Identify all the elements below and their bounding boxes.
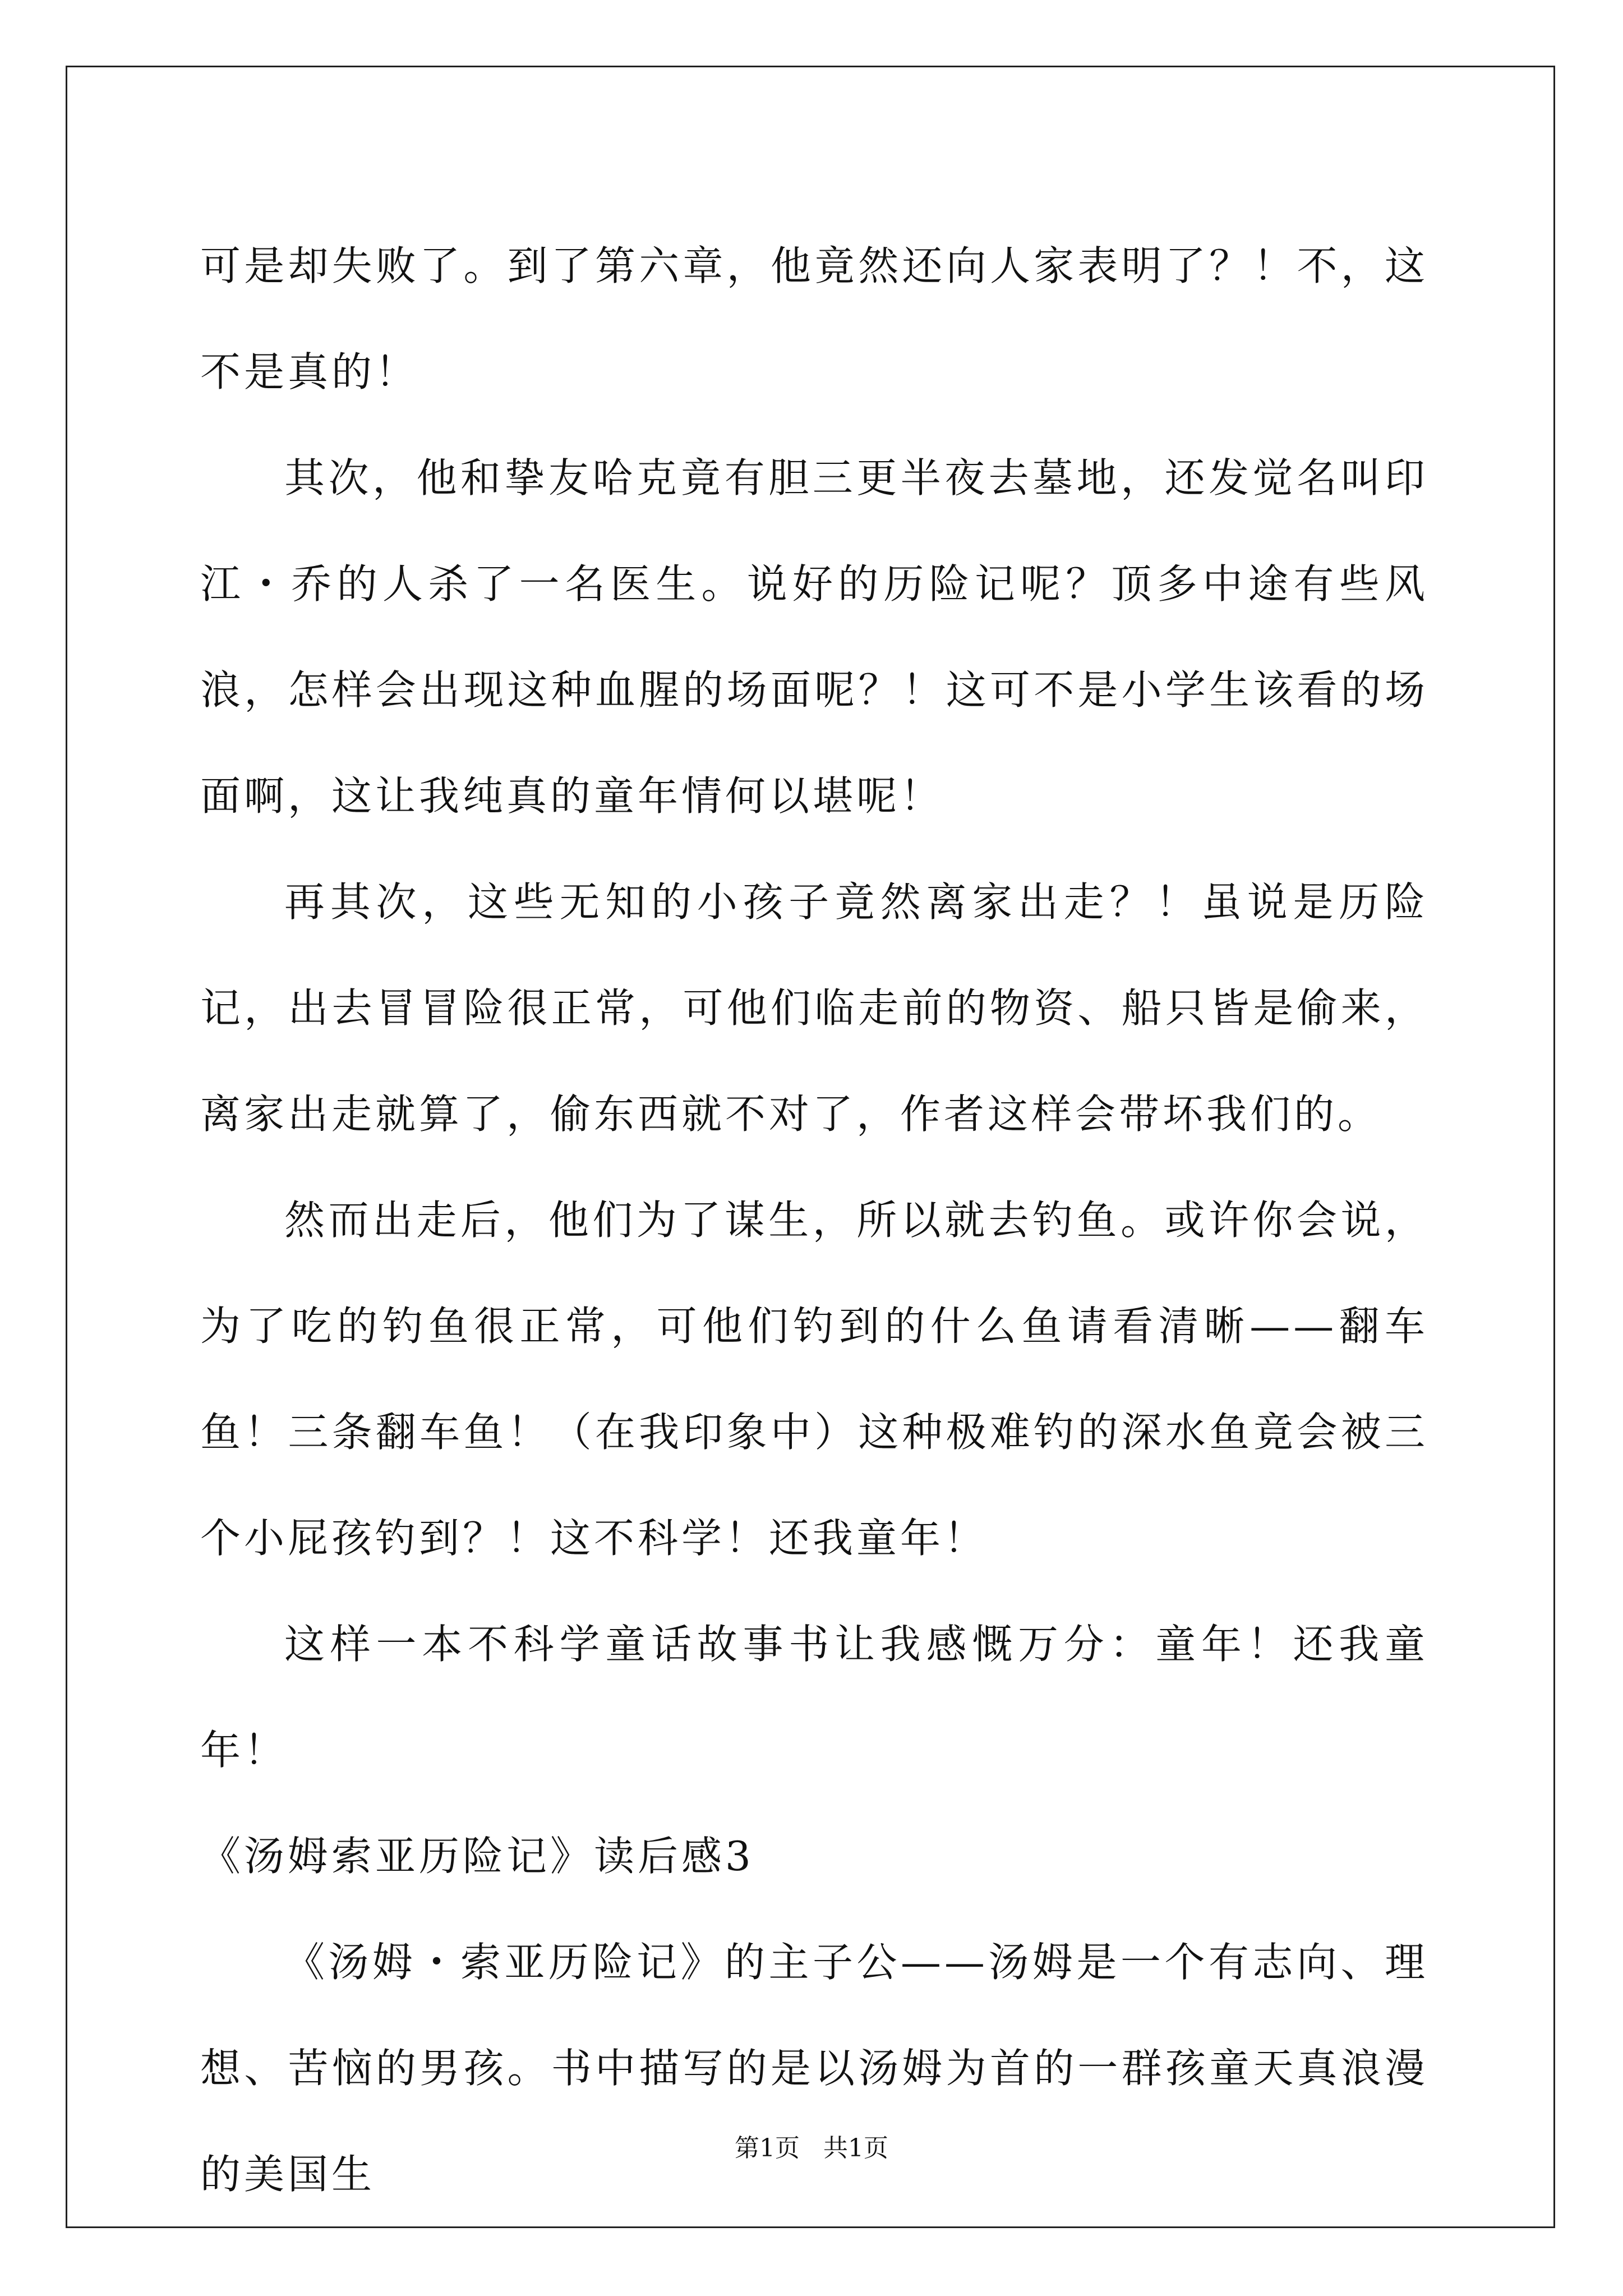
paragraph-5: 这样一本不科学童话故事书让我感慨万分：童年！还我童年！ [200,1621,1428,1774]
section-heading: 《汤姆索亚历险记》读后感3 [200,1833,754,1880]
paragraph-6: 《汤姆・索亚历险记》的主子公——汤姆是一个有志向、理想、苦恼的男孩。书中描写的是以汤姆为首的一群孩童天真浪漫的美国生 [200,1939,1428,2198]
document-body [200,213,1428,2228]
paragraph-2: 其次，他和挚友哈克竟有胆三更半夜去墓地，还发觉名叫印江・乔的人杀了一名医生。说好的历险记呢？顶多中途有些风浪，怎样会出现这种血腥的场面呢？！这可不是小学生该看的场面啊，这让我纯真的童年情何以堪呢！ [200,454,1428,820]
page-total: 共1页 [823,2134,888,2162]
paragraph-3: 再其次，这些无知的小孩子竟然离家出走？！虽说是历险记，出去冒冒险很正常，可他们临走前的物资、船只皆是偷来，离家出走就算了，偷东西就不对了，作者这样会带坏我们的。 [200,878,1428,1138]
page-number: 第1页 [735,2134,800,2162]
page-footer [0,2132,1623,2165]
paragraph-4: 然而出走后，他们为了谋生，所以就去钓鱼。或许你会说，为了吃的钓鱼很正常，可他们钓到的什么鱼请看清晰——翻车鱼！三条翻车鱼！（在我印象中）这种极难钓的深水鱼竟会被三个小屁孩钓到？！这不科学！还我童年！ [200,1197,1428,1562]
paragraph-1: 可是却失败了。到了第六章，他竟然还向人家表明了？！不，这不是真的！ [200,242,1428,395]
